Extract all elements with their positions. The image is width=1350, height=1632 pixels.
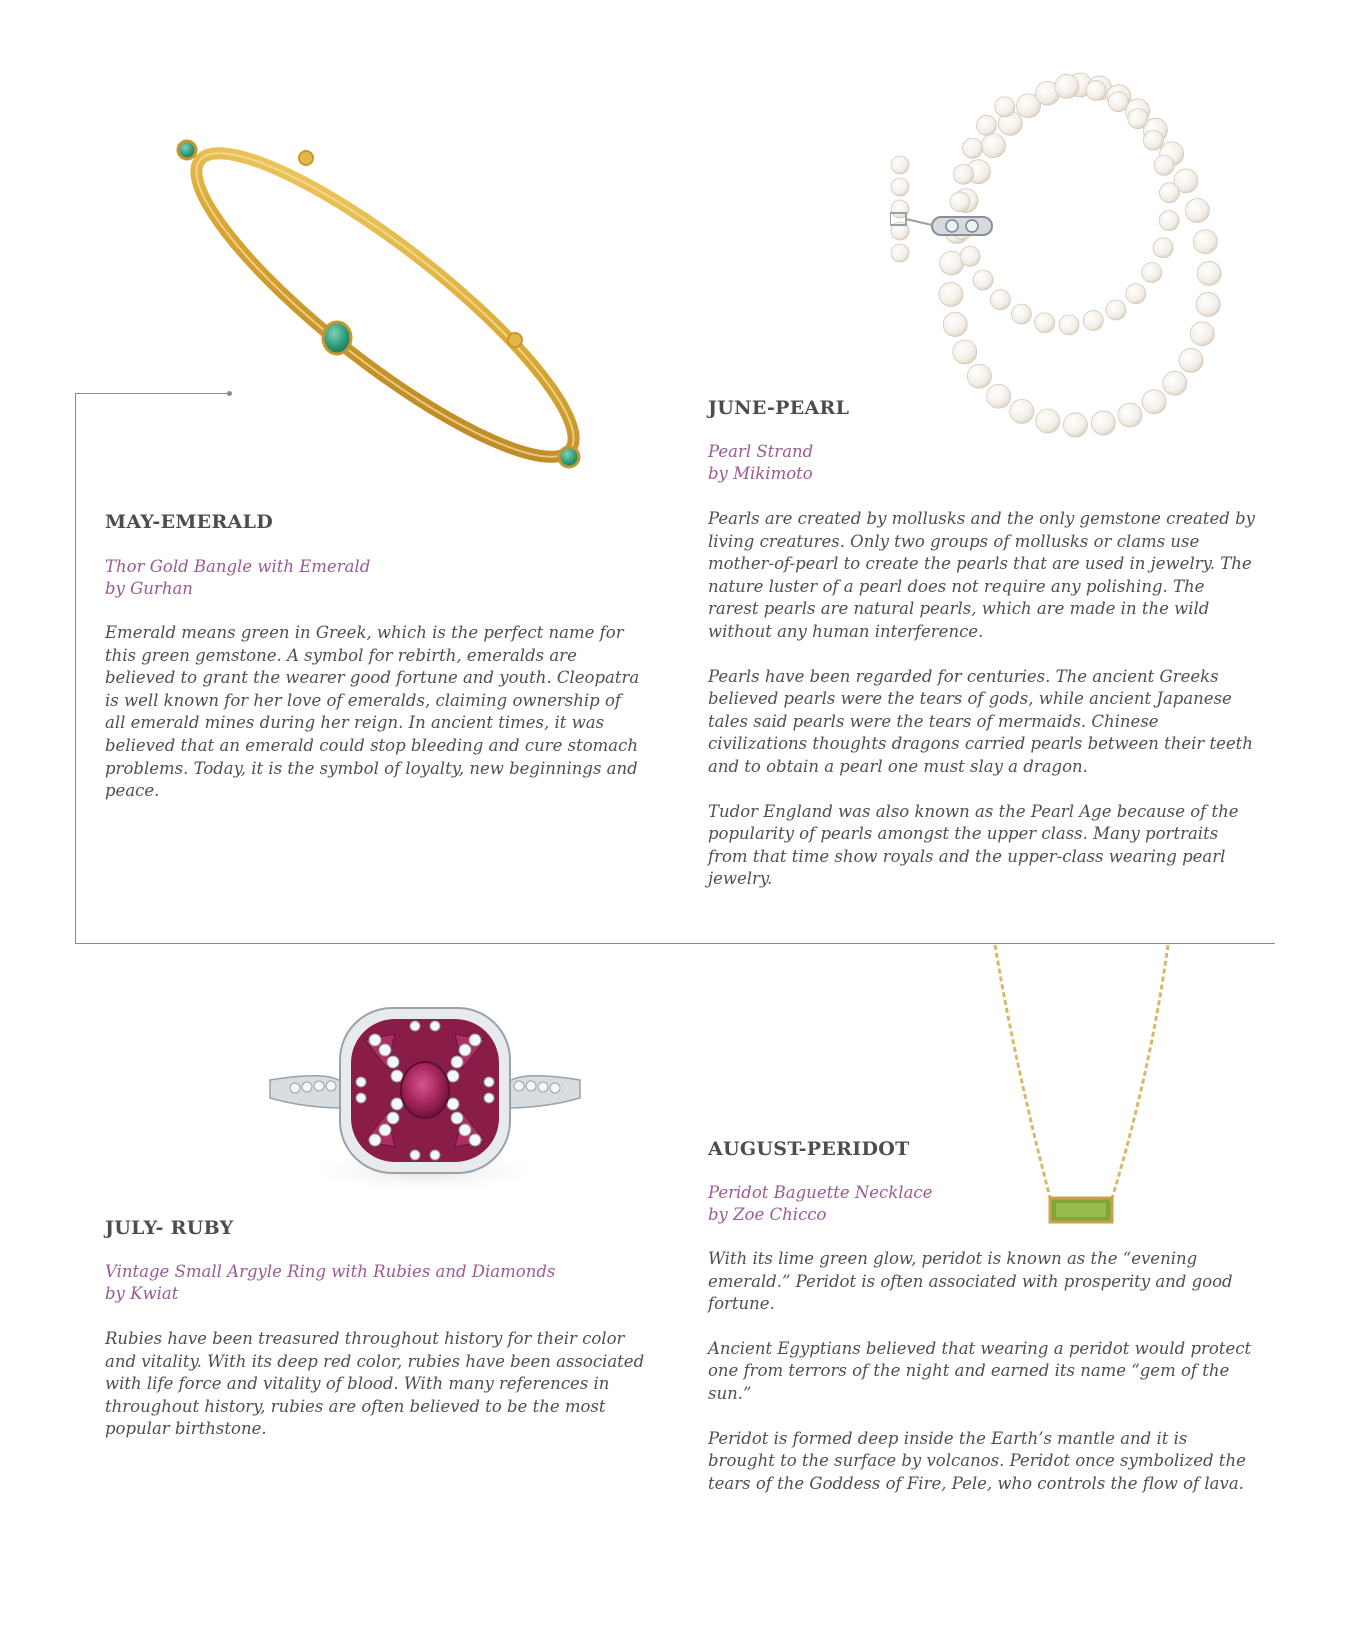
august-paragraph-3: Peridot is formed deep inside the Earth’s mantle and it is brought to the surface by volcanos. Peridot once symbolized the tears of the Goddess of Fire, Pele, who controls the flow of lava.: [708, 1428, 1246, 1493]
july-body: [105, 1328, 645, 1463]
pearl: [891, 244, 909, 262]
pearl: [1197, 261, 1221, 285]
center-ruby: [401, 1062, 449, 1118]
pearl: [1083, 311, 1103, 331]
may-product: [105, 556, 585, 600]
divider-rule: [75, 943, 1275, 944]
chain-right: [1110, 945, 1168, 1205]
pearl: [1086, 80, 1106, 100]
emerald-stone-3: [323, 322, 351, 354]
pearl: [1142, 390, 1166, 414]
pearl: [939, 282, 963, 306]
pearl: [1179, 348, 1203, 372]
august-paragraph-1: With its lime green glow, peridot is known as the “evening emerald.” Peridot is often associated with prosperity and good fortune.: [708, 1249, 1233, 1314]
pearl: [1059, 315, 1079, 335]
july-heading: JULY- RUBY: [105, 1217, 234, 1239]
august-heading: AUGUST-PERIDOT: [708, 1138, 910, 1160]
pearl: [1063, 413, 1087, 437]
pearl: [967, 364, 991, 388]
june-product: [708, 441, 1108, 485]
pearls-group: [891, 73, 1221, 437]
pearl: [1159, 183, 1179, 203]
pearl-strand-image: [890, 45, 1250, 475]
august-body: [708, 1248, 1258, 1517]
pearl: [950, 192, 970, 212]
june-product-name: Pearl Strand: [708, 442, 814, 461]
pearl: [1106, 300, 1126, 320]
pearl: [954, 164, 974, 184]
pearl: [1108, 92, 1128, 112]
corner-rule-left: [75, 393, 76, 944]
june-product-brand: by Mikimoto: [708, 464, 813, 483]
pearl: [891, 156, 909, 174]
pearl: [981, 134, 1005, 158]
july-paragraph: Rubies have been treasured throughout history for their color and vitality. With its deep red color, rubies have been associated with life force and vitality of blood. With many references in throughout history, rubies are often believed to be the most popular birthstone.: [105, 1329, 645, 1439]
june-heading: JUNE-PEARL: [708, 397, 850, 419]
august-paragraph-2: Ancient Egyptians believed that wearing a peridot would protect one from terrors of the night and earned its name “gem of the sun.”: [708, 1338, 1252, 1403]
june-body: [708, 508, 1258, 913]
pearl: [1143, 130, 1163, 150]
august-product: [708, 1182, 1108, 1226]
june-paragraph-3: Tudor England was also known as the Pearl Age because of the popularity of pearls amongst the upper class. Many portraits from that time show royals and the upper-class wearing pearl jewelry.: [708, 801, 1239, 889]
may-body: [105, 622, 640, 825]
july-product: [105, 1261, 625, 1305]
pearl: [1163, 371, 1187, 395]
june-paragraph-1: Pearls are created by mollusks and the only gemstone created by living creatures. Only two groups of mollusks or clams use mother-of-pearl to create the pearls that are used in jewelry. The nature luster of a pearl does not require any polishing. The rarest pearls are natural pearls, which are made in the wild without any human interference.: [708, 509, 1255, 641]
pearl: [943, 312, 967, 336]
july-product-name: Vintage Small Argyle Ring with Rubies and Diamonds: [105, 1262, 556, 1281]
chain-left: [995, 945, 1052, 1205]
pearl: [1193, 230, 1217, 254]
pearl: [973, 270, 993, 290]
pearl: [1126, 284, 1146, 304]
august-product-brand: by Zoe Chicco: [708, 1205, 827, 1224]
pearl: [1190, 322, 1214, 346]
pearl: [990, 290, 1010, 310]
pearl: [1010, 399, 1034, 423]
pearl: [987, 384, 1011, 408]
gold-bangle-image: [165, 120, 605, 490]
pearl: [953, 340, 977, 364]
emerald-stone-2: [299, 151, 313, 165]
pearl: [1154, 155, 1174, 175]
emerald-stone-4: [508, 333, 522, 347]
pearl: [1055, 74, 1079, 98]
pearl: [1185, 199, 1209, 223]
may-paragraph: Emerald means green in Greek, which is the perfect name for this green gemstone. A symbol for rebirth, emeralds are believed to grant the wearer good fortune and youth. Cleopatra is well known for her love of emeralds, claiming ownership of all emerald mines during her reign. In ancient times, it was believed that an emerald could stop bleeding and cure stomach problems. Today, it is the symbol of loyalty, new beginnings and peace.: [105, 623, 640, 801]
ruby-ring-image: [265, 990, 585, 1205]
pearl: [976, 115, 996, 135]
emerald-stone-5: [559, 447, 579, 467]
pearl: [960, 246, 980, 266]
pearl: [1091, 411, 1115, 435]
pearl: [1035, 313, 1055, 333]
pearl: [1153, 238, 1173, 258]
pearl: [1159, 211, 1179, 231]
may-heading: MAY-EMERALD: [105, 511, 274, 533]
pearl: [1118, 403, 1142, 427]
pearl: [962, 138, 982, 158]
pearl: [1011, 304, 1031, 324]
pearl: [995, 97, 1015, 117]
may-product-name: Thor Gold Bangle with Emerald: [105, 557, 371, 576]
emerald-stone-1: [178, 141, 196, 159]
pearl: [1128, 109, 1148, 129]
august-product-name: Peridot Baguette Necklace: [708, 1183, 933, 1202]
pearl: [891, 178, 909, 196]
pearl: [1036, 409, 1060, 433]
may-product-brand: by Gurhan: [105, 579, 193, 598]
pearl: [1196, 292, 1220, 316]
july-product-brand: by Kwiat: [105, 1284, 179, 1303]
june-paragraph-2: Pearls have been regarded for centuries. The ancient Greeks believed pearls were the tears of gods, while ancient Japanese tales said pearls were the tears of mermaids. Chinese civilizations thoughts dragons carried pearls between their teeth and to obtain a pearl one must slay a dragon.: [708, 666, 1253, 776]
pearl: [1142, 263, 1162, 283]
